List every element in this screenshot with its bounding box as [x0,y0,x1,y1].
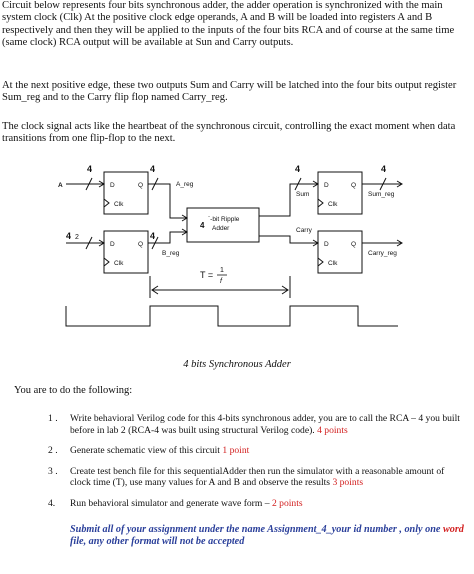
task-number: 2 . [48,445,58,457]
period-lhs: T = [200,270,214,280]
intro-paragraph-1: Circuit below represents four bits synchronous adder, the adder operation is synchronized with the main system clock (Clk) At the positive clock edge operands, A and B will be loaded into registers A and B respectively and then they will be applied to the inputs of the four bits RCA and of course at the same time (same clock) RCA output will be available at Sun and Carry outputs. [2,0,455,49]
a-reg-d: D [110,182,115,189]
sum-reg-block [318,172,362,214]
a-reg-block [104,172,148,214]
period-den: f [220,278,222,285]
task-points: 3 points [332,477,364,489]
task-points: 2 points [271,497,303,509]
sum-reg-d: D [324,182,329,189]
rca-line2: Adder [212,225,230,232]
task-text: Run behavioral simulator and generate wave form – [70,497,270,509]
task-list [48,413,466,519]
synchronous-adder-diagram [0,158,474,358]
task-number: 1 . [48,413,58,424]
task-text: Write behavioral Verilog code for this 4-bits synchronous adder, you are to call the RCA – 4 you built before in lab 2 (RCA-4 was built using structural Verilog code). [70,413,460,436]
carry-reg-label: Carry_reg [368,250,397,257]
sum-reg-label: Sum_reg [368,191,395,198]
task-text: Generate schematic view of this circuit [70,445,220,457]
b-reg-d: D [110,241,115,248]
rca-number: 4 [200,221,205,230]
intro-paragraph-3: The clock signal acts like the heartbeat of the synchronous circuit, controlling the exact moment when data transitions from one flip-flop to the next. [2,121,456,145]
task-number: 3 . [48,465,58,477]
b-width-left: 4 [66,231,72,241]
b-reg-q: Q [138,241,144,248]
submission-text-2: file, any other format will not be accepted [70,536,245,548]
list-item [48,445,466,457]
b-bus-width: 4 [150,231,156,241]
task-points: 4 points [317,424,348,436]
a-bus-width: 4 [150,164,156,174]
carry-reg-block [318,231,362,273]
a-reg-q: Q [138,182,144,189]
list-item [48,466,466,489]
todo-heading: You are to do the following: [14,385,133,396]
task-points: 1 point [222,445,250,457]
clock-waveform [66,306,398,326]
sum-reg-q: Q [351,182,357,189]
carry-reg-clk: Clk [328,260,338,267]
a-width-label: 4 [87,164,93,174]
list-item [48,498,466,510]
b-reg-clk: Clk [114,260,124,267]
b-reg-label: B_reg [162,250,180,257]
carry-label: Carry [296,227,312,234]
figure-caption: 4 bits Synchronous Adder [183,359,291,370]
carry-reg-d: D [324,241,329,248]
task-text: Create test bench file for this sequentialAdder then run the simulator with a reasonable amount of clock time (T), use many values for A and B and observe the results [70,465,445,489]
submission-note [70,524,464,549]
task-number: 4. [48,497,56,509]
b-width-mid: 2 [75,234,79,241]
period-num: 1 [220,267,224,274]
rca-line1: `-bit Ripple [208,216,240,223]
a-input-label: A [58,182,63,189]
sum-label: Sum [296,191,310,198]
list-item [48,413,466,436]
submission-word: word [442,524,464,535]
submission-text-1: Submit all of your assignment under the name Assignment_4_your id number , only one [70,524,443,535]
a-reg-label: A_reg [176,181,194,188]
a-reg-clk: Clk [114,201,124,208]
sum-reg-clk: Clk [328,201,338,208]
b-reg-block [104,231,148,273]
sum-in-width: 4 [295,164,301,174]
sum-out-width: 4 [381,164,387,174]
carry-reg-q: Q [351,241,357,248]
intro-paragraph-2: At the next positive edge, these two outputs Sum and Carry will be latched into the four bits output register Sum_reg and to the Carry flip flop named Carry_reg. [2,80,457,104]
